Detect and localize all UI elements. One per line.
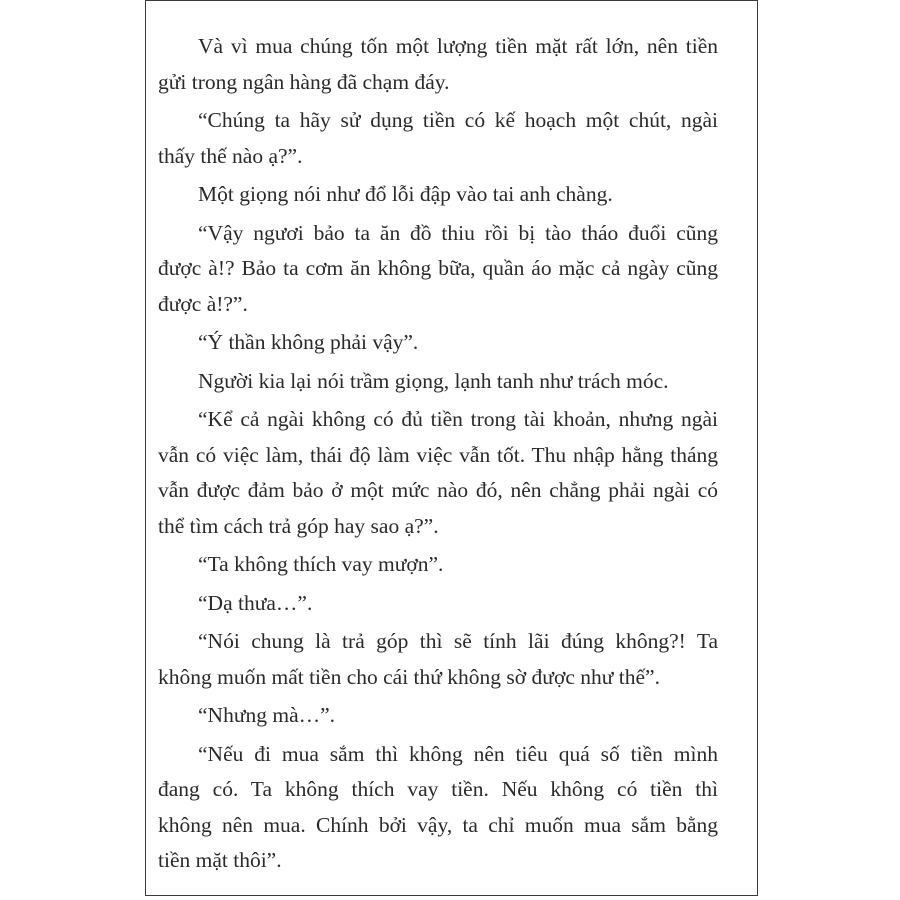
paragraph	[158, 698, 718, 734]
text-line: thể tìm cách trả góp hay sao ạ?”.	[158, 513, 439, 538]
text-line: được à!? Bảo ta cơm ăn không bữa, quần áo mặc cả ngày cũng	[158, 256, 718, 280]
text-line: “Ý thần không phải vậy”.	[198, 330, 419, 354]
paragraph	[158, 402, 718, 544]
text-line: gửi trong ngân hàng đã chạm đáy.	[158, 69, 450, 94]
text-line: tiền mặt thôi”.	[158, 848, 282, 872]
text-line: đang có. Ta không thích vay tiền. Nếu không có tiền thì	[158, 777, 718, 801]
paragraph	[158, 624, 718, 695]
text-line: “Nhưng mà…”.	[198, 703, 336, 727]
text-line: thấy thế nào ạ?”.	[158, 143, 303, 168]
text-line: vẫn được đảm bảo ở một mức nào đó, nên chẳng phải ngài có	[158, 478, 718, 502]
text-line: được à!?”.	[158, 291, 248, 316]
text-line: “Nếu đi mua sắm thì không nên tiêu quá số tiền mình	[198, 741, 718, 766]
paragraph	[158, 216, 718, 323]
text-line: “Ta không thích vay mượn”.	[198, 552, 444, 576]
text-line: Người kia lại nói trầm giọng, lạnh tanh như trách móc.	[198, 368, 669, 393]
page-body-text	[158, 29, 718, 882]
paragraph	[158, 364, 718, 400]
paragraph	[158, 103, 718, 174]
paragraph	[158, 547, 718, 583]
text-line: không nên mua. Chính bởi vậy, ta chỉ muốn mua sắm bằng	[158, 812, 718, 837]
text-line: “Kể cả ngài không có đủ tiền trong tài khoản, nhưng ngài	[198, 407, 718, 431]
text-line: không muốn mất tiền cho cái thứ không sờ được như thế”.	[158, 664, 660, 689]
text-line: “Vậy ngươi bảo ta ăn đồ thiu rồi bị tào tháo đuổi cũng	[198, 220, 718, 245]
paragraph	[158, 737, 718, 879]
text-line: Một giọng nói như đổ lỗi đập vào tai anh chàng.	[198, 182, 613, 206]
paragraph	[158, 586, 718, 622]
text-line: “Dạ thưa…”.	[198, 590, 313, 615]
text-line: vẫn có việc làm, thái độ làm việc vẫn tốt. Thu nhập hằng tháng	[158, 442, 718, 467]
paragraph	[158, 325, 718, 361]
book-page	[145, 0, 758, 896]
text-line: Và vì mua chúng tốn một lượng tiền mặt rất lớn, nên tiền	[198, 34, 718, 58]
paragraph	[158, 177, 718, 213]
text-line: “Chúng ta hãy sử dụng tiền có kế hoạch một chút, ngài	[198, 108, 718, 132]
paragraph	[158, 29, 718, 100]
text-line: “Nói chung là trả góp thì sẽ tính lãi đúng không?! Ta	[198, 629, 718, 653]
